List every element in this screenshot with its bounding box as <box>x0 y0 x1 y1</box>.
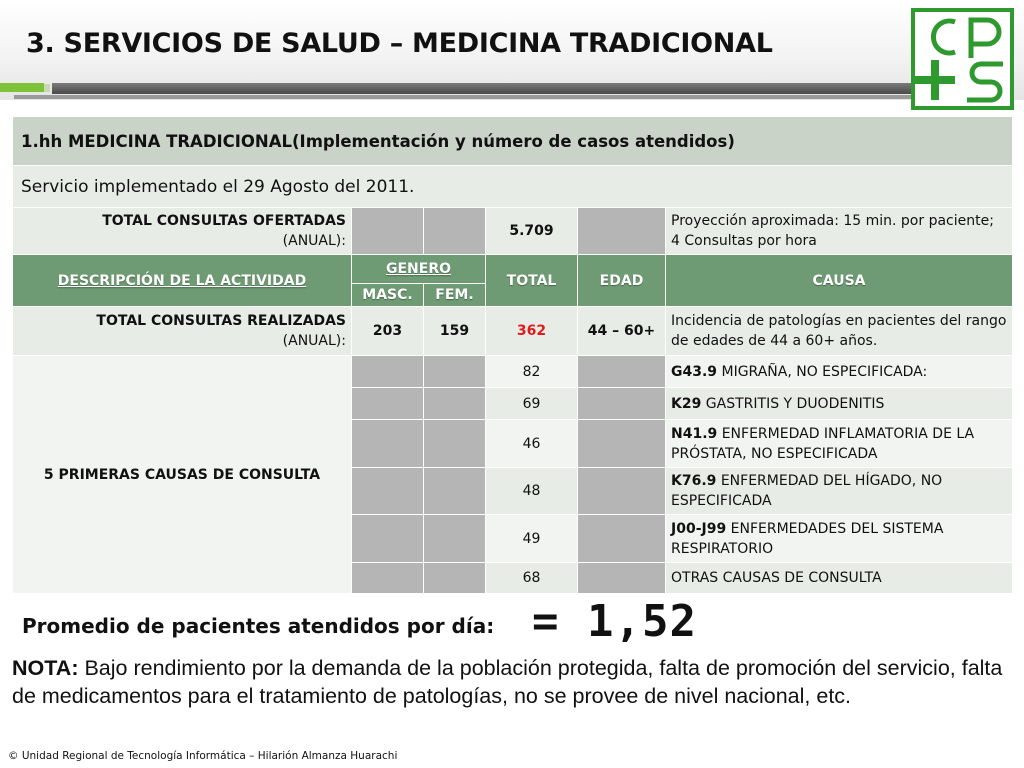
causa-description: N41.9 ENFERMEDAD INFLAMATORIA DE LA PRÓSTATA, NO ESPECIFICADA <box>666 420 1013 468</box>
nota-label: NOTA: <box>12 656 79 680</box>
realizadas-edad: 44 – 60+ <box>578 307 666 356</box>
causa-description: K76.9 ENFERMEDAD DEL HÍGADO, NO ESPECIFICADA <box>666 468 1013 515</box>
col-header-genero: GENERO <box>352 255 486 284</box>
realizadas-label: TOTAL CONSULTAS REALIZADAS (ANUAL): <box>13 307 352 356</box>
ofertadas-label: TOTAL CONSULTAS OFERTADAS (ANUAL): <box>13 208 352 255</box>
accent-bar-light <box>44 84 50 92</box>
ofertadas-fem-cell <box>424 208 486 255</box>
causa-total: 49 <box>486 515 578 563</box>
table-row <box>13 356 1013 388</box>
causa-total: 46 <box>486 420 578 468</box>
realizadas-fem: 159 <box>424 307 486 356</box>
realizadas-causa: Incidencia de patologías en pacientes del rango de edades de 44 a 60+ años. <box>666 307 1013 356</box>
causa-total: 82 <box>486 356 578 388</box>
primeras-causas-label: 5 PRIMERAS CAUSAS DE CONSULTA <box>13 356 352 594</box>
nota-text: Bajo rendimiento por la demanda de la población protegida, falta de promoción del servicio, falta de medicamentos para el tratamiento de patologías, no se provee de nivel nacional, etc. <box>12 656 1003 708</box>
nota-paragraph <box>12 654 1007 710</box>
causa-total: 48 <box>486 468 578 515</box>
service-row <box>13 166 1013 208</box>
realizadas-row <box>13 307 1013 356</box>
header-row-1 <box>13 255 1013 284</box>
ofertadas-masc-cell <box>352 208 424 255</box>
col-header-total: TOTAL <box>486 255 578 307</box>
causa-description: J00-J99 ENFERMEDADES DEL SISTEMA RESPIRATORIO <box>666 515 1013 563</box>
table-title-row <box>13 117 1013 166</box>
promedio-label: Promedio de pacientes atendidos por día: <box>22 614 495 638</box>
col-header-edad: EDAD <box>578 255 666 307</box>
slide-title: 3. SERVICIOS DE SALUD – MEDICINA TRADICIONAL <box>26 28 773 59</box>
promedio-value: = 1,52 <box>532 596 697 647</box>
causa-description: K29 GASTRITIS Y DUODENITIS <box>666 388 1013 420</box>
footer-copyright: © Unidad Regional de Tecnología Informática – Hilarión Almanza Huarachi <box>8 750 398 762</box>
divider-bar <box>52 83 912 94</box>
table-title: 1.hh MEDICINA TRADICIONAL(Implementación y número de casos atendidos) <box>13 117 1013 166</box>
ofertadas-row <box>13 208 1013 255</box>
causa-total: 69 <box>486 388 578 420</box>
ofertadas-edad-cell <box>578 208 666 255</box>
realizadas-total: 362 <box>486 307 578 356</box>
col-header-descripcion: DESCRIPCIÓN DE LA ACTIVIDAD <box>13 255 352 307</box>
realizadas-masc: 203 <box>352 307 424 356</box>
ofertadas-total: 5.709 <box>486 208 578 255</box>
service-implemented-text: Servicio implementado el 29 Agosto del 2011. <box>13 166 1013 208</box>
causa-description: G43.9 MIGRAÑA, NO ESPECIFICADA: <box>666 356 1013 388</box>
col-header-fem: FEM. <box>424 284 486 307</box>
ofertadas-note: Proyección aproximada: 15 min. por paciente; 4 Consultas por hora <box>666 208 1013 255</box>
cps-logo <box>911 8 1014 110</box>
col-header-masc: MASC. <box>352 284 424 307</box>
divider-bar-shadow <box>14 95 912 99</box>
medicina-tradicional-table <box>12 116 1013 594</box>
causa-description: OTRAS CAUSAS DE CONSULTA <box>666 563 1013 594</box>
col-header-causa: CAUSA <box>666 255 1013 307</box>
causa-total: 68 <box>486 563 578 594</box>
accent-bar <box>0 83 44 92</box>
